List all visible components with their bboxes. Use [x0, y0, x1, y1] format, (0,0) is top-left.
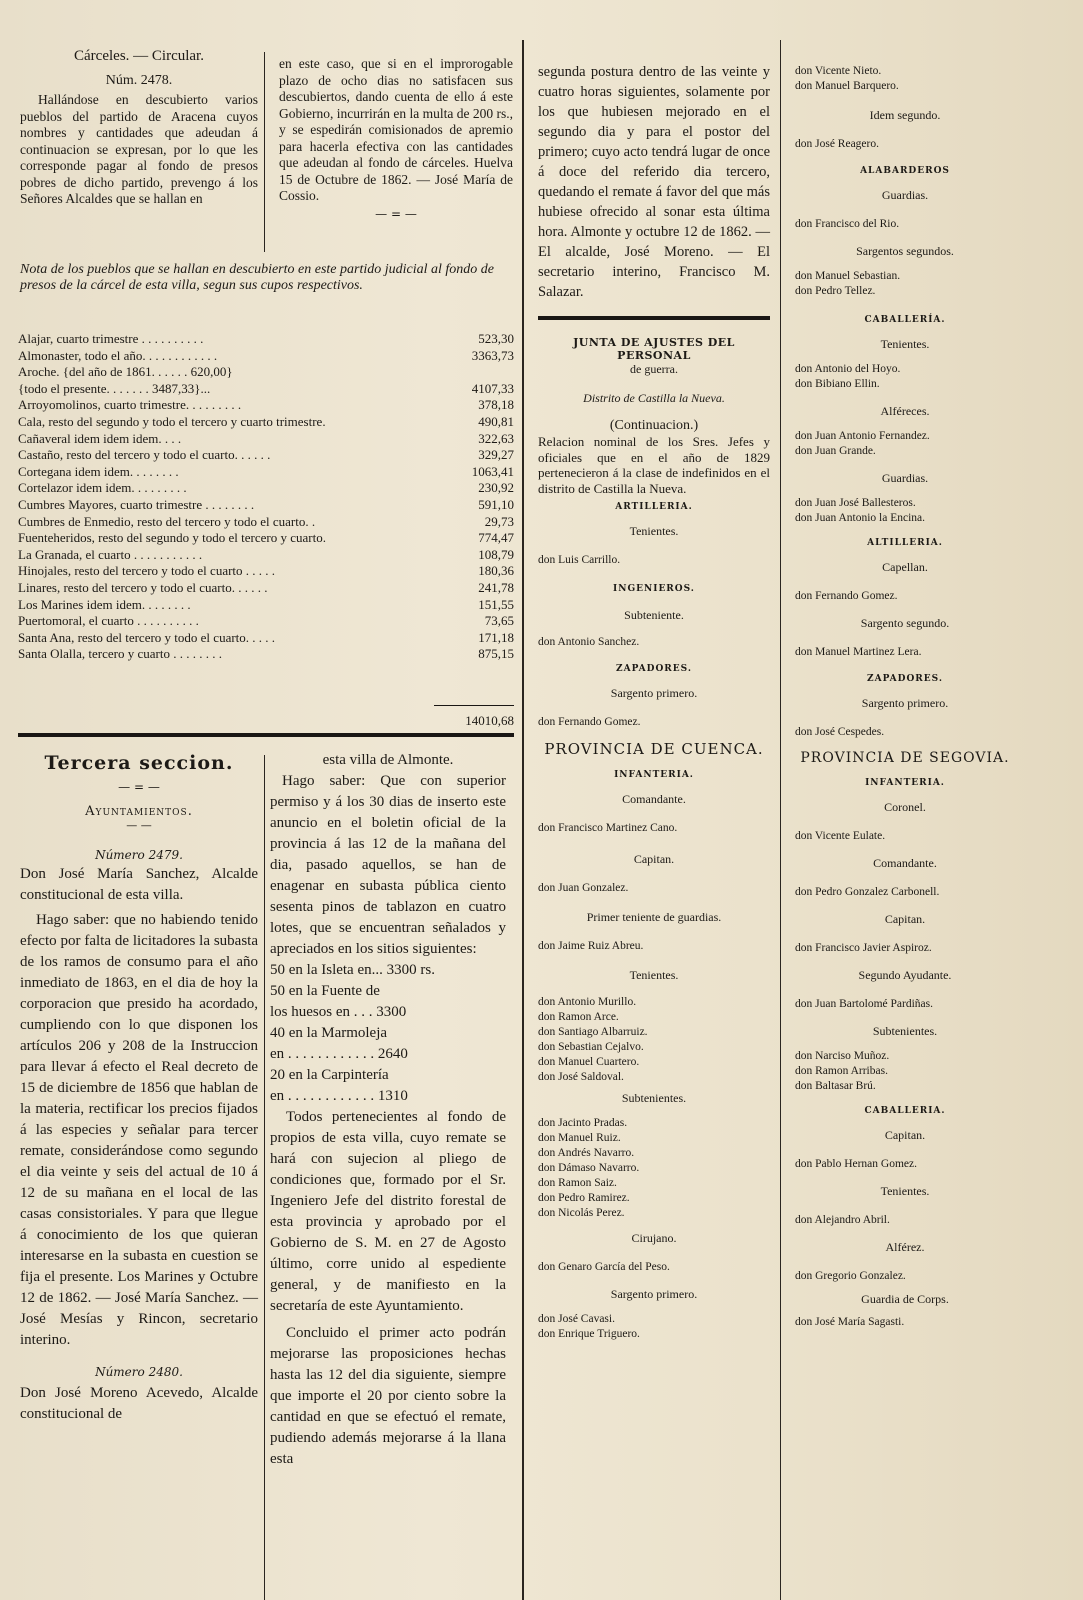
tercera-seccion [20, 752, 258, 1425]
table-row [18, 331, 514, 348]
name-list [795, 429, 1015, 459]
table-row [18, 597, 514, 614]
section-sep: — = — [118, 780, 160, 794]
table-row [18, 646, 514, 663]
table-row [18, 497, 514, 514]
zapadores-heading: ZAPADORES. [616, 664, 692, 674]
lot-line: 40 en la Marmoleja [270, 1025, 388, 1041]
name-list [795, 269, 1015, 299]
row-pueblo: Santa Ana, resto del tercero y todo el cuarto. . . . . [18, 629, 276, 645]
moreno-intro: Don José Moreno Acevedo, Alcalde constitucional de [20, 1385, 258, 1422]
name-entry: don Manuel Barquero. [795, 80, 899, 92]
name-entry: don Juan Gonzalez. [538, 882, 629, 894]
tenientes-heading: Tenientes. [629, 524, 679, 538]
row-pueblo: Alajar, cuarto trimestre . . . . . . . . . . [18, 331, 204, 346]
row-pueblo: Santa Olalla, tercero y cuarto . . . . . . . . [18, 646, 222, 662]
table-row [18, 414, 514, 431]
name-entry: don José Cavasi. [538, 1313, 615, 1325]
table-row [18, 464, 514, 481]
primer-teniente-heading: Primer teniente de guardias. [586, 910, 722, 924]
name-list [795, 1049, 1015, 1094]
subteniente-heading: Subteniente. [624, 608, 684, 622]
name-entry: don Manuel Martinez Lera. [795, 646, 922, 658]
table-row [18, 547, 514, 564]
name-entry: don Luis Carrillo. [538, 554, 621, 566]
section-rule [18, 733, 514, 737]
row-amount: 241,78 [478, 580, 514, 595]
caballeria-heading: CABALLERÍA. [864, 315, 946, 325]
separator: — = — [375, 206, 417, 221]
name-entry: don Juan Antonio la Encina. [795, 512, 925, 524]
lot-line: 20 en la Carpintería [270, 1067, 389, 1083]
row-amount: 171,18 [478, 629, 514, 645]
name-entry: don Nicolás Perez. [538, 1207, 625, 1219]
distrito: Distrito de Castilla la Nueva. [583, 391, 725, 405]
row-amount: 875,15 [478, 646, 514, 662]
infanteria-heading: INFANTERIA. [614, 770, 694, 780]
row-pueblo: Cala, resto del segundo y todo el tercero y cuarto trimestre. [18, 414, 326, 429]
section-sub: Ayuntamientos. [85, 804, 193, 819]
table-row [18, 381, 514, 398]
name-entry: don Bibiano Ellin. [795, 378, 880, 390]
name-entry: don Jacinto Pradas. [538, 1117, 628, 1129]
row-amount: 490,81 [478, 414, 514, 429]
row-pueblo: Los Marines idem idem. . . . . . . . [18, 596, 191, 612]
row-pueblo: {todo el presente. . . . . . . 3487,33}... [18, 380, 211, 396]
row-pueblo: Almonaster, todo el año. . . . . . . . . . . . [18, 347, 218, 363]
junta-rule [538, 316, 770, 320]
junta-sub: de guerra. [630, 362, 678, 376]
name-entry: don Pedro Gonzalez Carbonell. [795, 886, 940, 898]
row-amount: 180,36 [478, 563, 514, 579]
table-row [18, 530, 514, 547]
name-entry: don Antonio del Hoyo. [795, 363, 901, 375]
table-row [18, 397, 514, 414]
circular-heading: Cárceles. — Circular. [74, 48, 204, 64]
name-entry: don Narciso Muñoz. [795, 1050, 890, 1062]
lots-list [270, 960, 506, 1107]
name-entry: don Genaro García del Peso. [538, 1261, 670, 1273]
alferez-heading: Alférez. [885, 1240, 925, 1254]
infanteria-heading: INFANTERIA. [865, 778, 945, 788]
row-amount: 108,79 [478, 546, 514, 562]
province-heading: PROVINCIA DE CUENCA. [544, 740, 764, 758]
circular-text: Hallándose en descubierto varios pueblos del partido de Aracena cuyos nombres y cantidades que adeudan á continuacion se expresan, por lo que les corresponde pagar al fondo de presos pobres de dicho partido, prevengo á los Señores Alcaldes que se hallan en [20, 92, 258, 206]
name-list [795, 64, 1015, 94]
name-entry: don Fernando Gomez. [795, 590, 898, 602]
idem-heading: Idem segundo. [869, 108, 941, 122]
name-list [538, 995, 770, 1085]
row-pueblo: Cumbres de Enmedio, resto del tercero y todo el cuarto. . [18, 513, 316, 529]
row-amount: 329,27 [478, 447, 514, 463]
name-entry: don José Cespedes. [795, 726, 885, 738]
name-entry: don Francisco Martinez Cano. [538, 822, 678, 834]
col-divider [522, 40, 524, 1600]
row-amount: 591,10 [478, 497, 514, 512]
name-entry: don Ramon Saiz. [538, 1177, 617, 1189]
name-entry: don Francisco Javier Aspiroz. [795, 942, 932, 954]
name-entry: don Ramon Arce. [538, 1011, 619, 1023]
circular-continued-text: en este caso, que si en el improrogable plazo de ocho dias no satisfacen sus descubiertos, dando cuenta de ello á este Gobierno, incurrirán en la multa de 200 rs., y se espedirán comisionados de apremio para hacerla efectiva con las cantidades que adeudan al fondo de cárceles. Huelva 15 de Octubre de 1862. — José María de Cossio. [279, 56, 513, 203]
row-pueblo: Cumbres Mayores, cuarto trimestre . . . . . . . . [18, 497, 255, 512]
guardias-heading: Guardias. [881, 471, 929, 485]
name-entry: don Juan Grande. [795, 445, 876, 457]
name-entry: don Manuel Ruiz. [538, 1132, 621, 1144]
caballeria-heading: CABALLERIA. [864, 1106, 946, 1116]
ingenieros-heading: INGENIEROS. [613, 584, 695, 594]
name-entry: don Juan Bartolomé Pardiñas. [795, 998, 933, 1010]
table-row [18, 563, 514, 580]
table-row [18, 580, 514, 597]
total-rule [434, 705, 514, 706]
altilleria-heading: ALTILLERIA. [867, 538, 943, 548]
sargento-heading: Sargento primero. [610, 686, 698, 700]
almonte-body1: Hago saber: Que con superior permiso y á los 30 dias de inserto este anuncio en el boletin oficial de la provincia á las 12 de la mañana del dia, pasado aquellos, se han de enagenar en subasta pública ciento sesenta pinos de tablazon en cuatro lotes, que se encuentran señalados y apreciados en los sitios siguientes: [270, 773, 506, 957]
name-entry: don Francisco del Rio. [795, 218, 900, 230]
nota-text: Nota de los pueblos que se hallan en descubierto en este partido judicial al fondo de presos de la cárcel de esta villa, segun sus cupos respectivos. [20, 262, 494, 293]
row-pueblo: Hinojales, resto del tercero y todo el cuarto . . . . . [18, 563, 276, 579]
circular-continued [279, 56, 513, 221]
name-entry: don Santiago Albarruiz. [538, 1026, 648, 1038]
name-entry: don Juan José Ballesteros. [795, 497, 916, 509]
number-2479: Número 2479. [95, 848, 183, 862]
zapadores-heading: ZAPADORES. [867, 674, 943, 684]
name-entry: don José María Sagasti. [795, 1316, 905, 1328]
name-entry: don Alejandro Abril. [795, 1214, 890, 1226]
alcalde-intro: Don José María Sanchez, Alcalde constitucional de esta villa. [20, 866, 258, 903]
row-amount: 1063,41 [471, 463, 514, 479]
number-2480: Número 2480. [95, 1365, 183, 1379]
tenientes-heading: Tenientes. [880, 337, 930, 351]
sargentos-heading: Sargentos segundos. [856, 244, 954, 258]
table-row [18, 348, 514, 365]
row-pueblo: Aroche. {del año de 1861. . . . . . 620,00} [18, 364, 233, 380]
table-row [18, 431, 514, 448]
continuacion: (Continuacion.) [609, 418, 699, 433]
capitan-heading: Capitan. [884, 1128, 926, 1142]
name-entry: don Baltasar Brú. [795, 1080, 876, 1092]
circular-section [20, 48, 258, 208]
col-divider [780, 40, 781, 1600]
col-divider [264, 755, 265, 1600]
row-amount: 378,18 [478, 397, 514, 413]
lot-line: los huesos en . . . 3300 [270, 1004, 407, 1020]
row-amount: 73,65 [484, 613, 514, 629]
col-divider [264, 52, 265, 252]
sargento-heading: Sargento primero. [861, 696, 949, 710]
lot-line: 50 en la Isleta en... 3300 rs. [270, 962, 435, 978]
table-total: 14010,68 [465, 713, 514, 728]
table-row [18, 447, 514, 464]
lot-line: 50 en la Fuente de [270, 983, 380, 999]
name-list [795, 362, 1015, 392]
name-entry: don Manuel Cuartero. [538, 1056, 640, 1068]
alfereces-heading: Alféreces. [880, 404, 930, 418]
row-pueblo: La Granada, el cuarto . . . . . . . . . . . [18, 546, 203, 562]
almonte-notice [270, 750, 506, 1470]
name-entry: don Antonio Murillo. [538, 996, 637, 1008]
capitan-heading: Capitan. [633, 852, 675, 866]
alabarderos-heading: ALABARDEROS [860, 166, 950, 176]
row-pueblo: Cortelazor idem idem. . . . . . . . . [18, 480, 187, 496]
ayudante-heading: Segundo Ayudante. [858, 968, 952, 982]
name-entry: don Manuel Sebastian. [795, 270, 901, 282]
col3 [538, 62, 770, 1342]
name-entry: don Sebastian Cejalvo. [538, 1041, 644, 1053]
table-row [18, 364, 514, 381]
name-entry: don Antonio Sanchez. [538, 636, 640, 648]
row-amount: 29,73 [484, 513, 514, 529]
name-entry: don Andrés Navarro. [538, 1147, 635, 1159]
almonte-body3: Concluido el primer acto podrán mejorarse las proposiciones hechas hasta las 12 del dia siguiente, siempre que importe el 20 por ciento sobre la cantidad en que se efectuó el remate, pudiendo además mejorarse á la llana esta [270, 1325, 506, 1467]
name-entry: don Juan Antonio Fernandez. [795, 430, 930, 442]
name-entry: don Pedro Tellez. [795, 285, 876, 297]
lot-line: en . . . . . . . . . . . . 2640 [270, 1046, 408, 1062]
name-entry: don Pablo Hernan Gomez. [795, 1158, 917, 1170]
tenientes-heading: Tenientes. [880, 1184, 930, 1198]
junta-title: JUNTA DE AJUSTES DEL PERSONAL [573, 336, 735, 362]
row-amount: 4107,33 [471, 380, 514, 396]
row-pueblo: Castaño, resto del tercero y todo el cuarto. . . . . . [18, 447, 271, 463]
table-row [18, 514, 514, 531]
row-amount: 151,55 [478, 596, 514, 612]
almonte-continued: segunda postura dentro de las veinte y cuatro horas siguientes, solamente por los que hubiesen mejorado en el segundo dia y para el postor del primero; cuyo acto tendrá lugar de once á doce del referido dia tercero, quedando el remate á favor del que más hubiese ofrecido al sonar esta última hora. Almonte y octubre 12 de 1862. — El alcalde, José Moreno. — El secretario interino, Francisco M. Salazar. [538, 64, 770, 300]
sargento-heading: Sargento segundo. [860, 616, 950, 630]
name-entry: don Ramon Arribas. [795, 1065, 888, 1077]
name-entry: don José Saldoval. [538, 1071, 624, 1083]
name-entry: don Jaime Ruiz Abreu. [538, 940, 644, 952]
comandante-heading: Comandante. [622, 792, 686, 806]
name-list [795, 496, 1015, 526]
guardia-corps-heading: Guardia de Corps. [861, 1292, 949, 1306]
comandante-heading: Comandante. [873, 856, 937, 870]
row-pueblo: Puertomoral, el cuarto . . . . . . . . . . [18, 613, 199, 629]
circular-number: Núm. 2478. [105, 73, 173, 88]
row-pueblo: Fuenteheridos, resto del segundo y todo el tercero y cuarto. [18, 530, 326, 546]
guardias-heading: Guardias. [881, 188, 929, 202]
row-amount: 523,30 [478, 331, 514, 346]
row-pueblo: Cortegana idem idem. . . . . . . . [18, 463, 179, 479]
row-pueblo: Linares, resto del tercero y todo el cuarto. . . . . . [18, 580, 268, 595]
subtenientes-heading: Subtenientes. [872, 1024, 938, 1038]
section-title: Tercera seccion. [44, 752, 234, 774]
section-sep2: — — [126, 819, 152, 832]
cirujano-heading: Cirujano. [631, 1231, 677, 1245]
row-amount: 774,47 [478, 530, 514, 546]
name-entry: don Vicente Nieto. [795, 65, 882, 77]
name-entry: don Enrique Triguero. [538, 1328, 640, 1340]
artilleria-heading: ARTILLERIA. [615, 502, 693, 512]
row-amount: 3363,73 [471, 347, 514, 363]
tenientes-heading: Tenientes. [629, 968, 679, 982]
name-entry: don José Reagero. [795, 138, 879, 150]
lot-line: en . . . . . . . . . . . . 1310 [270, 1088, 408, 1104]
name-entry: don Pedro Ramirez. [538, 1192, 630, 1204]
col4 [795, 64, 1015, 1330]
sargento-heading: Sargento primero. [610, 1287, 698, 1301]
relacion: Relacion nominal de los Sres. Jefes y oficiales que en el año de 1829 pertenecieron á la clase de indefinidos en el distrito de Castilla la Nueva. [538, 434, 770, 496]
row-pueblo: Cañaveral idem idem idem. . . . [18, 430, 182, 446]
name-list [538, 1116, 770, 1221]
subtenientes-heading: Subtenientes. [621, 1091, 687, 1105]
table-row [18, 613, 514, 630]
table-row [18, 630, 514, 647]
capitan-heading: Capitan. [884, 912, 926, 926]
subasta-text: Hago saber: que no habiendo tenido efecto por falta de licitadores la subasta de los ramos de consumo para el año inmediato de 1863, en el dia de hoy la corporacion que presido ha acordado, cumpliendo con lo que disponen los artículos 206 y 208 de la Instruccion para llevar á efecto el Real decreto de 15 de diciembre de 1856 que hablan de la materia, rectificar los precios fijados á las especies y señalar para tercer remate, considerándose como segundo el dia veinte y seis del actual de 10 á 12 de su mañana en el local de las casas consistoriales. Y para que llegue á conocimiento de los que quieran interesarse en la subasta en cuestion se fija el presente. Los Marines y Octubre 12 de 1862. — José María Sanchez. — José Mesías y Rincon, secretario interino. [20, 912, 258, 1348]
name-entry: don Dámaso Navarro. [538, 1162, 640, 1174]
name-entry: don Vicente Eulate. [795, 830, 886, 842]
almonte-first: esta villa de Almonte. [322, 752, 454, 768]
name-entry: don Gregorio Gonzalez. [795, 1270, 906, 1282]
capellan-heading: Capellan. [882, 560, 928, 574]
name-list [538, 1312, 770, 1342]
row-amount: 322,63 [478, 430, 514, 446]
province-heading: PROVINCIA DE SEGOVIA. [800, 750, 1010, 766]
row-amount: 230,92 [478, 480, 514, 496]
coronel-heading: Coronel. [884, 800, 926, 814]
almonte-body2: Todos pertenecientes al fondo de propios de esta villa, cuyo remate se hará con sujecion al pliego de condiciones que, formado por el Sr. Ingeniero Jefe del distrito forestal de esta provincia y aprobado por el Gobierno de S. M. en 27 de Agosto último, corre unido al espediente general, y de manifiesto en la secretaría de este Ayuntamiento. [270, 1109, 506, 1314]
table-row [18, 480, 514, 497]
name-entry: don Fernando Gomez. [538, 716, 641, 728]
row-pueblo: Arroyomolinos, cuarto trimestre. . . . . . . . . [18, 397, 242, 413]
